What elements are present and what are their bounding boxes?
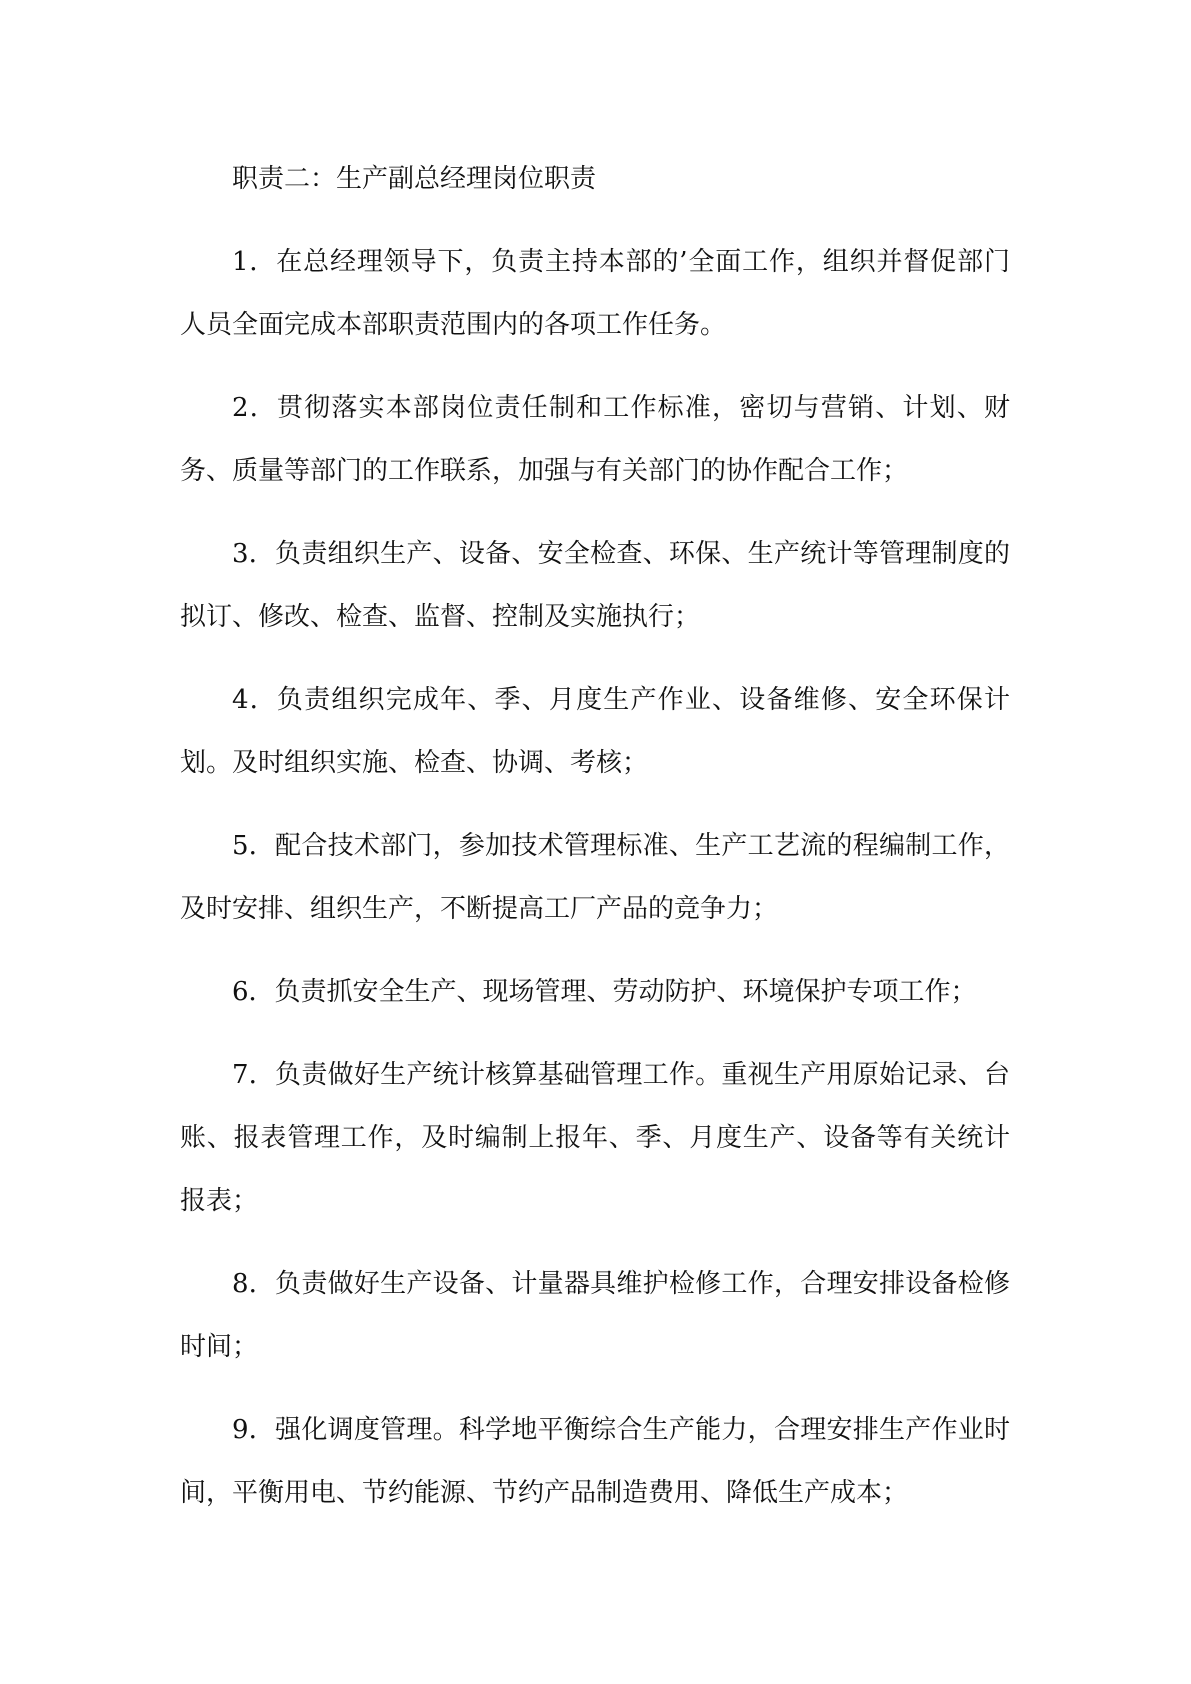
duty-paragraph-5: 5．配合技术部门，参加技术管理标准、生产工艺流的程编制工作，及时安排、组织生产，不断提高工厂产品的竞争力； <box>180 831 1010 924</box>
duty-paragraph-2: 2．贯彻落实本部岗位责任制和工作标准，密切与营销、计划、财务、质量等部门的工作联系，加强与有关部门的协作配合工作； <box>180 393 1010 486</box>
duty-paragraph-6: 6．负责抓安全生产、现场管理、劳动防护、环境保护专项工作； <box>232 977 977 1007</box>
duty-paragraph-7: 7．负责做好生产统计核算基础管理工作。重视生产用原始记录、台账、报表管理工作，及时编制上报年、季、月度生产、设备等有关统计报表； <box>180 1060 1010 1216</box>
duty-paragraph-3: 3．负责组织生产、设备、安全检查、环保、生产统计等管理制度的拟订、修改、检查、监督、控制及实施执行； <box>180 539 1010 632</box>
document-body <box>180 148 1010 1545</box>
duty-paragraph-1: 1．在总经理领导下，负责主持本部的’全面工作，组织并督促部门人员全面完成本部职责范围内的各项工作任务。 <box>180 247 1010 340</box>
duty-paragraph-9: 9．强化调度管理。科学地平衡综合生产能力，合理安排生产作业时间，平衡用电、节约能源、节约产品制造费用、降低生产成本； <box>180 1415 1010 1508</box>
duty-paragraph-8: 8．负责做好生产设备、计量器具维护检修工作，合理安排设备检修时间； <box>180 1269 1010 1362</box>
duty-paragraph-4: 4．负责组织完成年、季、月度生产作业、设备维修、安全环保计划。及时组织实施、检查、协调、考核； <box>180 685 1010 778</box>
section-heading: 职责二：生产副总经理岗位职责 <box>232 164 597 194</box>
